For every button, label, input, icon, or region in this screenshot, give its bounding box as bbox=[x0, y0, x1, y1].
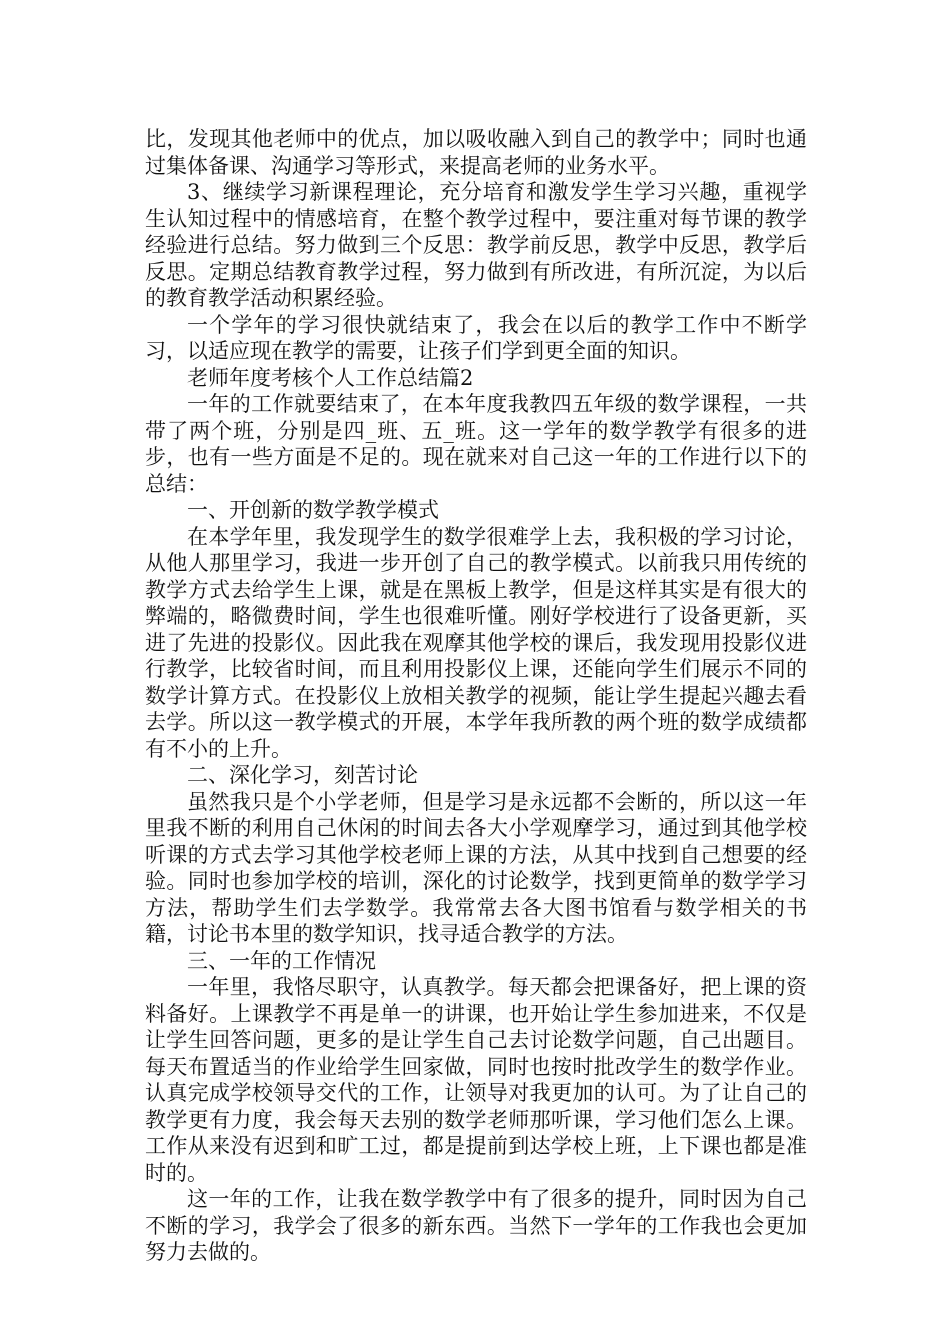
subheading-2: 二、深化学习，刻苦讨论 bbox=[187, 763, 418, 787]
paragraph-intro-2: 一年的工作就要结束了，在本年度我教四五年级的数学课程，一共带了两个班，分别是四_班、五_班。这一学年的数学教学有很多的进步，也有一些方面是不足的。现在就来对自己这一年的工作进行以下的总结： bbox=[145, 392, 807, 496]
subheading-3: 三、一年的工作情况 bbox=[187, 948, 376, 973]
section-heading-part-2: 老师年度考核个人工作总结篇2 bbox=[187, 365, 474, 390]
paragraph-work-situation: 一年里，我恪尽职守，认真教学。每天都会把课备好，把上课的资料备好。上课教学不再是单一的讲课，也开始让学生参加进来，不仅是让学生回答问题，更多的是让学生自己去讨论数学问题，自己出题目。每天布置适当的作业给学生回家做，同时也按时批改学生的数学作业。认真完成学校领导交代的工作，让领导对我更加的认可。为了让自己的教学更有力度，我会每天去别的数学老师那听课，学习他们怎么上课。工作从来没有迟到和旷工过，都是提前到达学校上班，上下课也都是准时的。 bbox=[145, 975, 807, 1185]
subheading-1: 一、开创新的数学教学模式 bbox=[187, 498, 439, 522]
paragraph-continued: 比，发现其他老师中的优点，加以吸收融入到自己的教学中；同时也通过集体备课、沟通学习等形式，来提高老师的业务水平。 bbox=[145, 127, 807, 178]
paragraph-conclusion-1: 一个学年的学习很快就结束了，我会在以后的教学工作中不断学习，以适应现在教学的需要，让孩子们学到更全面的知识。 bbox=[145, 312, 807, 363]
paragraph-study: 虽然我只是个小学老师，但是学习是永远都不会断的，所以这一年里我不断的利用自己休闲的时间去各大小学观摩学习，通过到其他学校听课的方式去学习其他学校老师上课的方法，从其中找到自己想要的经验。同时也参加学校的培训，深化的讨论数学，找到更简单的数学学习方法，帮助学生们去学数学。我常常去各大图书馆看与数学相关的书籍，讨论书本里的数学知识，找寻适合教学的方法。 bbox=[145, 789, 807, 946]
paragraph-point-3: 3、继续学习新课程理论，充分培育和激发学生学习兴趣，重视学生认知过程中的情感培育，在整个教学过程中，要注重对每节课的教学经验进行总结。努力做到三个反思：教学前反思，教学中反思，教学后反思。定期总结教育教学过程，努力做到有所改进，有所沉淀，为以后的教育教学活动积累经验。 bbox=[145, 180, 807, 310]
document-body bbox=[145, 126, 807, 1266]
paragraph-teaching-mode: 在本学年里，我发现学生的数学很难学上去，我积极的学习讨论，从他人那里学习，我进一步开创了自己的教学模式。以前我只用传统的教学方式去给学生上课，就是在黑板上教学，但是这样其实是有很大的弊端的，略微费时间，学生也很难听懂。刚好学校进行了设备更新，买进了先进的投影仪。因此我在观摩其他学校的课后，我发现用投影仪进行教学，比较省时间，而且利用投影仪上课，还能向学生们展示不同的数学计算方式。在投影仪上放相关教学的视频，能让学生提起兴趣去看去学。所以这一教学模式的开展，本学年我所教的两个班的数学成绩都有不小的上升。 bbox=[145, 524, 807, 761]
paragraph-conclusion-2: 这一年的工作，让我在数学教学中有了很多的提升，同时因为自己不断的学习，我学会了很多的新东西。当然下一学年的工作我也会更加努力去做的。 bbox=[145, 1187, 807, 1264]
